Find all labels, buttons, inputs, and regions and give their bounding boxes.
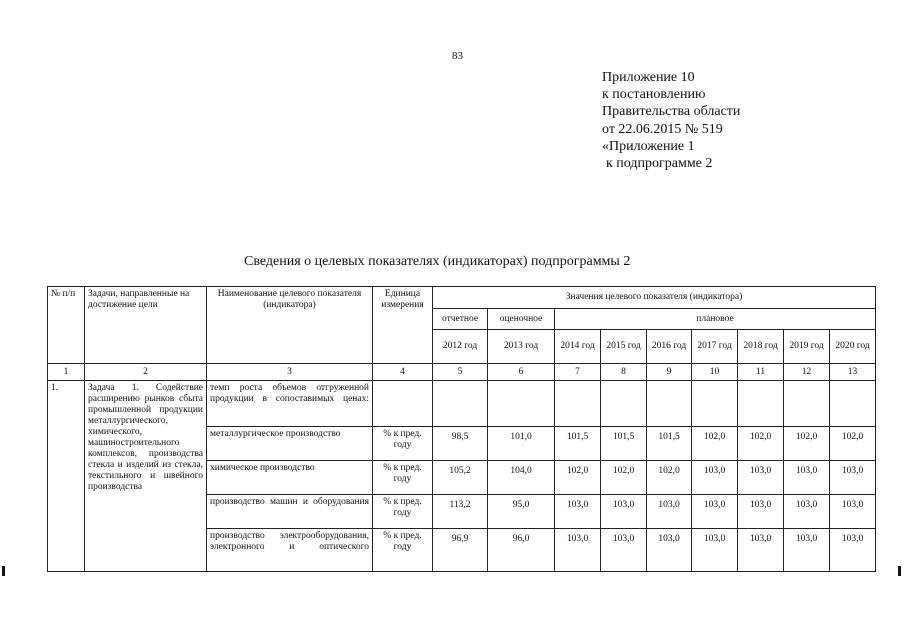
scan-mark	[2, 566, 5, 576]
value-cell: 103,0	[738, 495, 784, 529]
header-estimated: оценочное	[488, 309, 555, 330]
indicator-name: производство машин и оборудования	[207, 495, 373, 529]
value-cell: 102,0	[601, 461, 647, 495]
column-number: 2	[85, 364, 207, 381]
value-cell: 102,0	[647, 461, 692, 495]
value-cell: 103,0	[784, 495, 830, 529]
column-number: 3	[207, 364, 373, 381]
column-number-row	[48, 364, 876, 381]
year-header: 2020 год	[830, 330, 876, 364]
value-cell: 103,0	[830, 529, 876, 572]
header-row	[48, 287, 876, 309]
column-number: 4	[373, 364, 433, 381]
value-cell: 101,5	[601, 427, 647, 461]
value-cell: 101,5	[647, 427, 692, 461]
row-number: 1.	[48, 381, 85, 572]
value-cell: 103,0	[738, 529, 784, 572]
annex-line: к подпрограмме 2	[606, 156, 713, 172]
value-cell: 96,0	[488, 529, 555, 572]
header-unit: Единица измерения	[373, 287, 433, 364]
indicator-name: химическое производство	[207, 461, 373, 495]
header-planned: плановое	[555, 309, 876, 330]
year-header: 2016 год	[647, 330, 692, 364]
column-number: 9	[647, 364, 692, 381]
annex-line: от 22.06.2015 № 519	[602, 121, 723, 137]
value-cell: 113,2	[433, 495, 488, 529]
column-number: 12	[784, 364, 830, 381]
value-cell: 103,0	[784, 461, 830, 495]
value-cell: 103,0	[692, 529, 738, 572]
header-reported: отчетное	[433, 309, 488, 330]
value-cell: 103,0	[601, 529, 647, 572]
value-cell: 103,0	[647, 495, 692, 529]
annex-line: Правительства области	[602, 104, 741, 120]
year-header: 2013 год	[488, 330, 555, 364]
year-header: 2014 год	[555, 330, 601, 364]
value-cell: 103,0	[830, 495, 876, 529]
value-cell: 102,0	[555, 461, 601, 495]
annex-line: «Приложение 1	[602, 138, 695, 154]
unit-cell: % к пред. году	[373, 529, 433, 572]
column-number: 10	[692, 364, 738, 381]
value-cell: 101,5	[555, 427, 601, 461]
unit-cell: % к пред. году	[373, 495, 433, 529]
indicator-name: производство электрооборудования, электронного и оптического	[207, 529, 373, 572]
value-cell: 103,0	[692, 461, 738, 495]
task-cell: Задача 1. Содействие расширению рынков сбыта промышленной продукции металлургического, химического, машиностроительного комплексов, производства стекла и изделий из стекла, текстильного и швейного производства	[85, 381, 207, 572]
year-header: 2018 год	[738, 330, 784, 364]
value-cell: 103,0	[601, 495, 647, 529]
group-indicator: темп роста объемов отгруженной продукции в сопоставимых ценах:	[207, 381, 373, 427]
unit-cell: % к пред. году	[373, 461, 433, 495]
value-cell: 103,0	[830, 461, 876, 495]
value-cell: 98,5	[433, 427, 488, 461]
value-cell: 103,0	[692, 495, 738, 529]
column-number: 7	[555, 364, 601, 381]
value-cell: 102,0	[692, 427, 738, 461]
year-header: 2017 год	[692, 330, 738, 364]
annex-line: к постановлению	[602, 87, 706, 103]
header-num: № п/п	[48, 287, 85, 364]
header-values: Значения целевого показателя (индикатора)	[433, 287, 876, 309]
year-header: 2019 год	[784, 330, 830, 364]
document-title: Сведения о целевых показателях (индикаторах) подпрограммы 2	[244, 254, 631, 269]
unit-cell: % к пред. году	[373, 427, 433, 461]
column-number: 5	[433, 364, 488, 381]
value-cell: 104,0	[488, 461, 555, 495]
value-cell: 101,0	[488, 427, 555, 461]
column-number: 1	[48, 364, 85, 381]
value-cell: 102,0	[830, 427, 876, 461]
annex-block	[602, 69, 740, 172]
column-number: 13	[830, 364, 876, 381]
value-cell: 96,9	[433, 529, 488, 572]
value-cell: 102,0	[738, 427, 784, 461]
value-cell: 103,0	[555, 495, 601, 529]
value-cell: 102,0	[784, 427, 830, 461]
value-cell: 103,0	[738, 461, 784, 495]
year-header: 2012 год	[433, 330, 488, 364]
value-cell: 103,0	[555, 529, 601, 572]
value-cell: 95,0	[488, 495, 555, 529]
column-number: 11	[738, 364, 784, 381]
value-cell: 105,2	[433, 461, 488, 495]
column-number: 8	[601, 364, 647, 381]
page-number: 83	[452, 50, 463, 62]
scan-mark	[898, 566, 901, 576]
value-cell: 103,0	[784, 529, 830, 572]
year-header: 2015 год	[601, 330, 647, 364]
annex-line: Приложение 10	[602, 70, 695, 85]
column-number: 6	[488, 364, 555, 381]
header-indicator: Наименование целевого показателя (индикатора)	[207, 287, 373, 364]
header-tasks: Задачи, направленные на достижение цели	[85, 287, 207, 364]
indicators-table	[47, 286, 876, 572]
value-cell: 103,0	[647, 529, 692, 572]
indicator-name: металлургическое производство	[207, 427, 373, 461]
table-row	[48, 381, 876, 427]
